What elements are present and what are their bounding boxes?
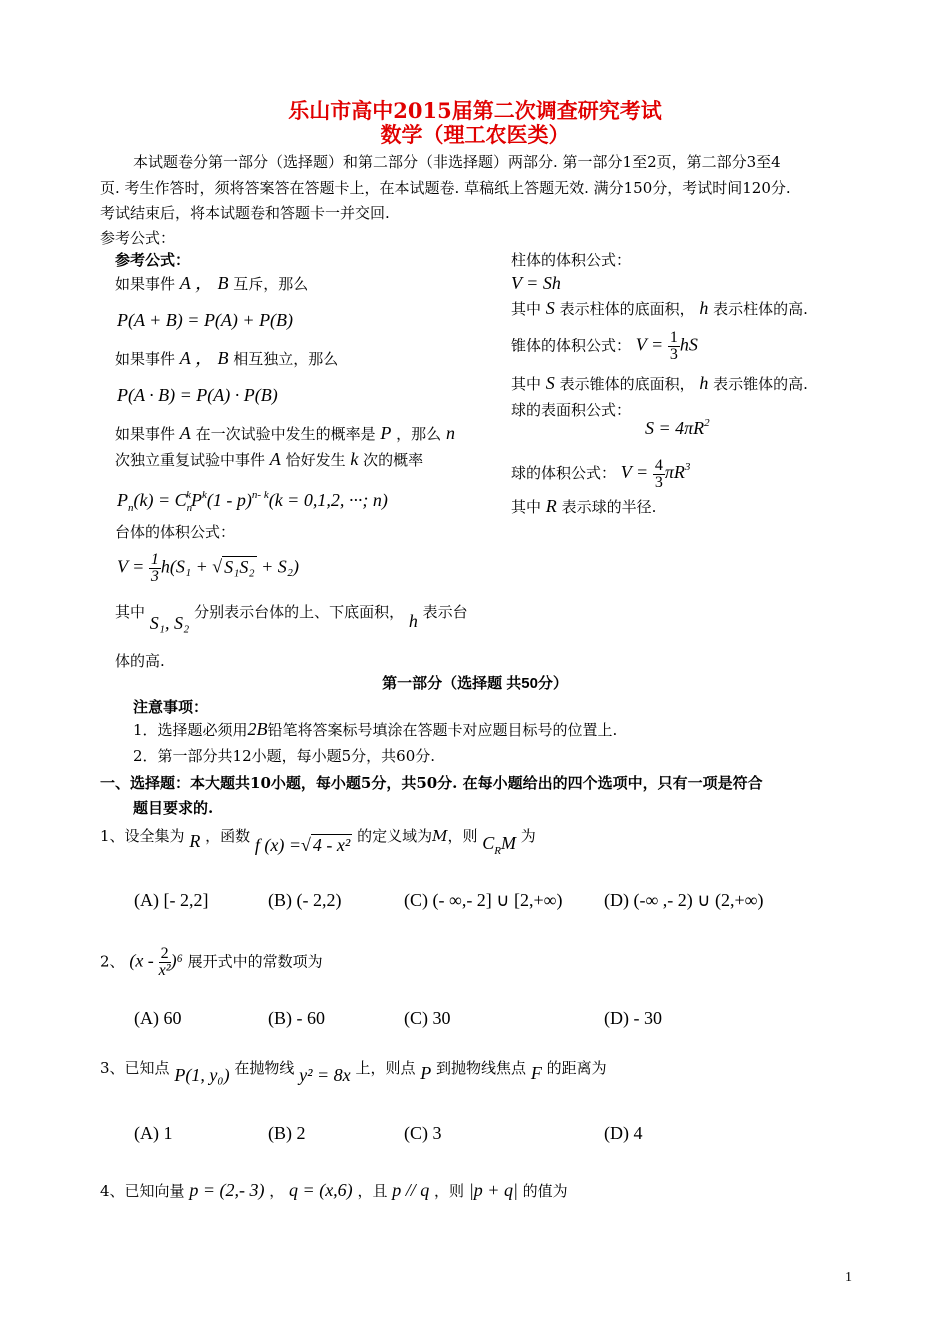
q1-option-c[interactable]: (C) (- ∞,- 2] ∪ [2,+∞) xyxy=(404,890,563,910)
notice-2: 2．第一部分共12小题，每小题5分，共60分. xyxy=(133,747,436,765)
exam-subtitle: 数学（理工农医类） xyxy=(380,122,570,147)
formula-4: V = $\frac{1}{3}$ h(S₁ + √ S₁S₂ + S₂) xyxy=(117,551,300,585)
formula-3-line2: 次独立重复试验中事件 A 恰好发生 k 次的概率 xyxy=(115,449,424,469)
exam-title: 乐山市高中2015届第二次调查研究考试 xyxy=(288,98,662,123)
formula-5-text: 其中 S₁, S₂ 分别表示台体的上、下底面积， h 表示台 xyxy=(115,603,468,633)
formula-r6: 球的体积公式： V = $\frac{4}{3}$ $\pi R^3$ xyxy=(511,456,691,491)
part1-heading: 第一部分（选择题 共50分） xyxy=(382,675,568,692)
intro-line-3: 考试结束后，将本试题卷和答题卡一并交回. xyxy=(100,204,390,222)
formula-r5: 球的表面积公式： xyxy=(511,401,632,419)
q1-option-b[interactable]: (B) (- 2,2) xyxy=(268,890,342,910)
formula-2-text: 如果事件 A ， B 相互独立，那么 xyxy=(115,348,339,368)
intro-line-1: 本试题卷分第一部分（选择题）和第二部分（非选择题）两部分. 第一部分1至2页，第二部分3至4 xyxy=(133,153,781,171)
formula-r3: 锥体的体积公式： V = $\frac{1}{3}$ hS xyxy=(511,329,698,363)
notice-1: 1．选择题必须用2B铅笔将答案标号填涂在答题卡对应题目标号的位置上. xyxy=(133,719,618,739)
q1-option-d[interactable]: (D) (-∞ ,- 2) ∪ (2,+∞) xyxy=(604,890,764,910)
formula-r2: 其中 S 表示柱体的底面积， h 表示柱体的高. xyxy=(511,298,808,318)
question-3: 3、已知点 P(1, y₀) 在抛物线 y² = 8x 上，则点 P 到抛物线焦点 F 的距离为 xyxy=(100,1059,607,1085)
question-4: 4、已知向量 p = (2,- 3) ， q = (x,6) ，且 p // q ，则 |p + q| 的值为 xyxy=(100,1180,568,1200)
formula-3: $P_n(k) = C_n^kP^k(1 - p)^{n- k}(k = 0,1,2$, ···; n) xyxy=(117,489,388,514)
formula-3-text: 如果事件 A 在一次试验中发生的概率是 P ，那么 n xyxy=(115,423,455,443)
page-number: 1 xyxy=(845,1270,852,1285)
q3-option-c[interactable]: (C) 3 xyxy=(404,1123,442,1143)
notice-heading: 注意事项： xyxy=(133,698,209,716)
q2-option-b[interactable]: (B) - 60 xyxy=(268,1008,325,1028)
formula-2: P(A · B) = P(A) · P(B) xyxy=(117,385,278,405)
formula-r1-eq: V = Sh xyxy=(511,273,561,293)
formula-r5-eq: $S = 4\pi R^2$ xyxy=(645,417,710,438)
formula-r7: 其中 R 表示球的半径. xyxy=(511,496,657,516)
formula-4-text: 台体的体积公式： xyxy=(115,523,236,541)
intro-line-4: 参考公式： xyxy=(100,229,176,247)
q3-option-b[interactable]: (B) 2 xyxy=(268,1123,306,1143)
formula-heading: 参考公式： xyxy=(115,251,191,269)
formula-r4: 其中 S 表示锥体的底面积， h 表示锥体的高. xyxy=(511,373,808,393)
q2-option-c[interactable]: (C) 30 xyxy=(404,1008,451,1028)
formula-5-line2: 体的高. xyxy=(115,652,165,670)
intro-line-2: 页. 考生作答时，须将答案答在答题卡上，在本试题卷. 草稿纸上答题无效. 满分150分，考试时间120分. xyxy=(100,179,791,197)
formula-1-text: 如果事件 A ， B 互斥，那么 xyxy=(115,273,309,293)
formula-1: P(A + B) = P(A) + P(B) xyxy=(117,310,294,330)
q3-option-d[interactable]: (D) 4 xyxy=(604,1123,643,1143)
section-1-line2: 题目要求的. xyxy=(133,799,214,817)
q1-option-a[interactable]: (A) [- 2,2] xyxy=(134,890,209,910)
section-1-line1: 一、选择题：本大题共10小题，每小题5分，共50分. 在每小题给出的四个选项中，只有一项是符合 xyxy=(100,774,763,792)
q3-option-a[interactable]: (A) 1 xyxy=(134,1123,173,1143)
q2-option-d[interactable]: (D) - 30 xyxy=(604,1008,662,1028)
formula-r1: 柱体的体积公式： xyxy=(511,251,632,269)
q2-option-a[interactable]: (A) 60 xyxy=(134,1008,182,1028)
question-2: 2、 (x - $\frac{2}{\text{x²}}$ )⁶ 展开式中的常数项为 xyxy=(100,945,323,979)
question-1: 1、设全集为 R ，函数 f (x) =√ 4 - x² 的定义域为M，则 $C_RM$ 为 xyxy=(100,827,536,857)
